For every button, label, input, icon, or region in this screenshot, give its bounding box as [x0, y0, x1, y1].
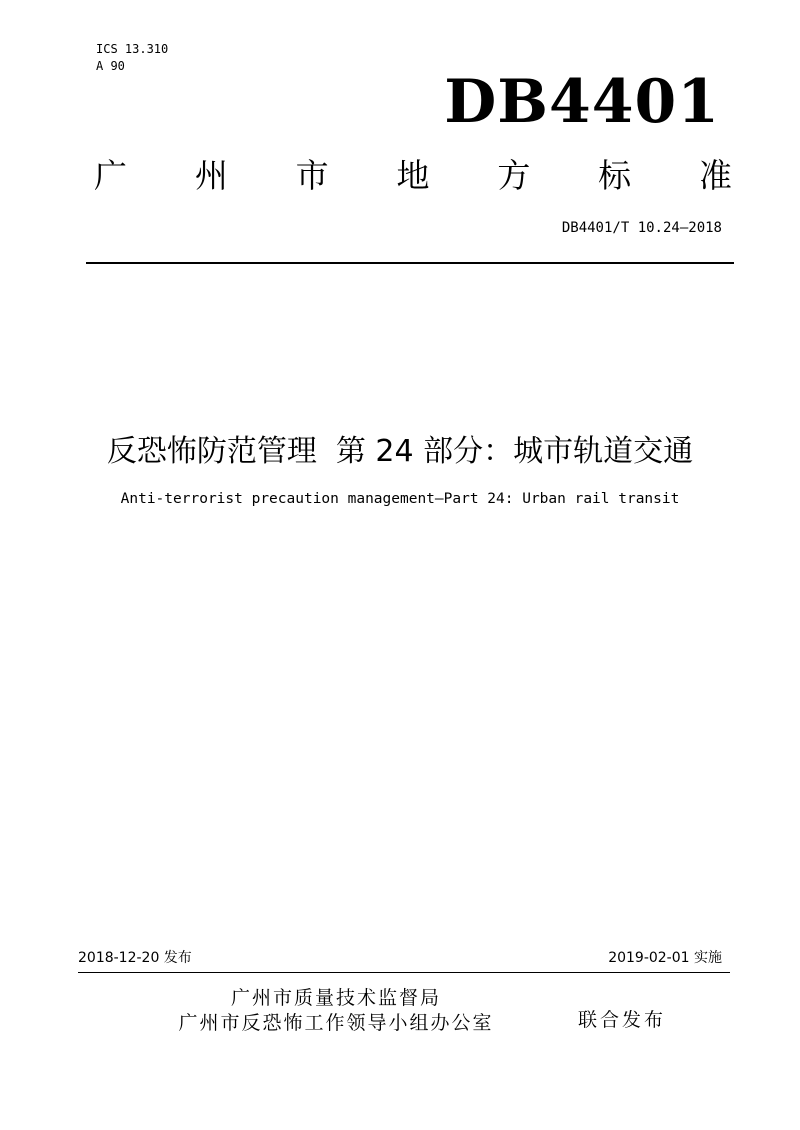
classification-codes [96, 41, 168, 75]
joint-release-label: 联合发布 [578, 1009, 667, 1031]
standard-number: DB4401/T 10.24—2018 [561, 220, 722, 236]
standard-type-char: 准 [698, 156, 732, 195]
standard-type-char: 州 [194, 156, 228, 195]
document-title-english: Anti-terrorist precaution management—Part 24: Urban rail transit [120, 491, 680, 507]
issuer-name: 广州市反恐怖工作领导小组办公室 [178, 1012, 494, 1034]
standard-type-char: 广 [94, 156, 127, 195]
footer-divider [78, 972, 730, 973]
db-code: DB4401 [444, 67, 720, 137]
issuing-organizations [136, 986, 536, 1036]
implementation-date: 2019-02-01 实施 [608, 950, 722, 966]
issue-date: 2018-12-20 发布 [78, 950, 192, 966]
standard-type-char: 方 [497, 156, 531, 195]
standard-type-char: 标 [598, 156, 632, 195]
document-title-chinese: 反恐怖防范管理 第 24 部分：城市轨道交通 [106, 434, 694, 469]
standard-type-char: 地 [396, 156, 430, 195]
issuer-name: 广州市质量技术监督局 [230, 987, 441, 1009]
standard-type-char: 市 [295, 156, 329, 195]
class-code: A 90 [96, 59, 125, 73]
standard-type-heading [94, 156, 732, 196]
ics-code: ICS 13.310 [96, 42, 169, 56]
header-divider [86, 262, 734, 264]
